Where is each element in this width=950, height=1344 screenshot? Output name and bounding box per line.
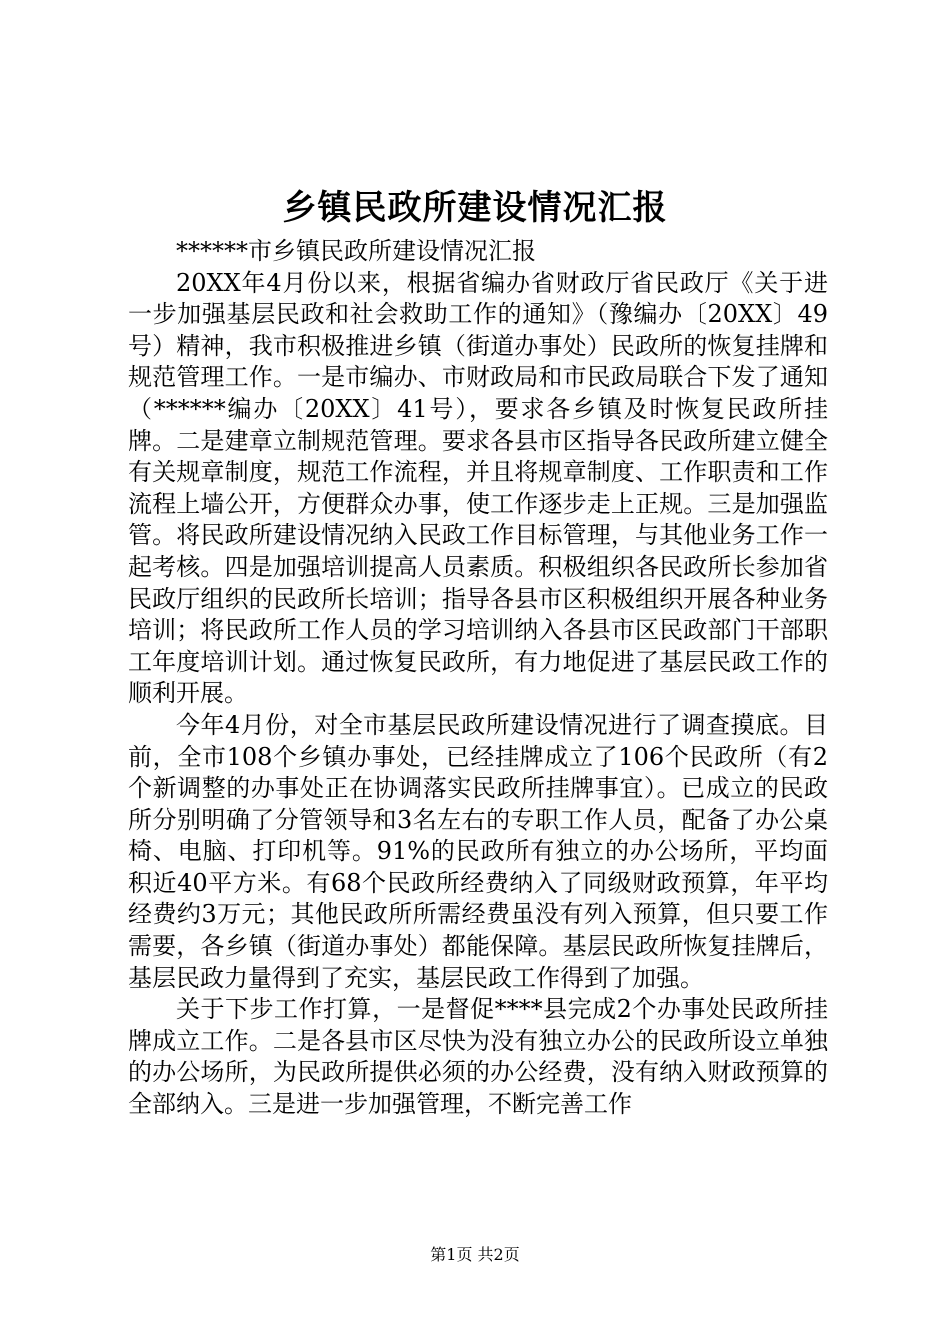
document-title: 乡镇民政所建设情况汇报 [282, 188, 668, 228]
body-paragraph: 20XX年4月份以来，根据省编办省财政厅省民政厅《关于进一步加强基层民政和社会救助工作的通知》（豫编办〔20XX〕49号）精神，我市积极推进乡镇（街道办事处）民政所的恢复挂牌和规范管理工作。一是市编办、市财政局和市民政局联合下发了通知（******编办〔20XX〕41号），要求各乡镇及时恢复民政所挂牌。二是建章立制规范管理。要求各县市区指导各民政所建立健全有关规章制度，规范工作流程，并且将规章制度、工作职责和工作流程上墙公开，方便群众办事，使工作逐步走上正规。三是加强监管。将民政所建设情况纳入民政工作目标管理，与其他业务工作一起考核。四是加强培训提高人员素质。积极组织各民政所长参加省民政厅组织的民政所长培训；指导各县市区积极组织开展各种业务培训；将民政所工作人员的学习培训纳入各县市区民政部门干部职工年度培训计划。通过恢复民政所，有力地促进了基层民政工作的顺利开展。 [128, 268, 828, 708]
page-number-footer: 第1页 共2页 [430, 1245, 520, 1264]
body-paragraph: 今年4月份，对全市基层民政所建设情况进行了调查摸底。目前，全市108个乡镇办事处，已经挂牌成立了106个民政所（有2个新调整的办事处正在协调落实民政所挂牌事宜）。已成立的民政所分别明确了分管领导和3名左右的专职工作人员，配备了办公桌椅、电脑、打印机等。91%的民政所有独立的办公场所，平均面积近40平方米。有68个民政所经费纳入了同级财政预算，年平均经费约3万元；其他民政所所需经费虽没有列入预算，但只要工作需要，各乡镇（街道办事处）都能保障。基层民政所恢复挂牌后，基层民政力量得到了充实，基层民政工作得到了加强。 [128, 710, 828, 992]
document-body [128, 236, 828, 1121]
body-paragraph: 关于下步工作打算，一是督促****县完成2个办事处民政所挂牌成立工作。二是各县市区尽快为没有独立办公的民政所设立单独的办公场所，为民政所提供必须的办公经费，没有纳入财政预算的全部纳入。三是进一步加强管理，不断完善工作 [128, 995, 828, 1119]
subtitle-paragraph: ******市乡镇民政所建设情况汇报 [176, 237, 536, 265]
